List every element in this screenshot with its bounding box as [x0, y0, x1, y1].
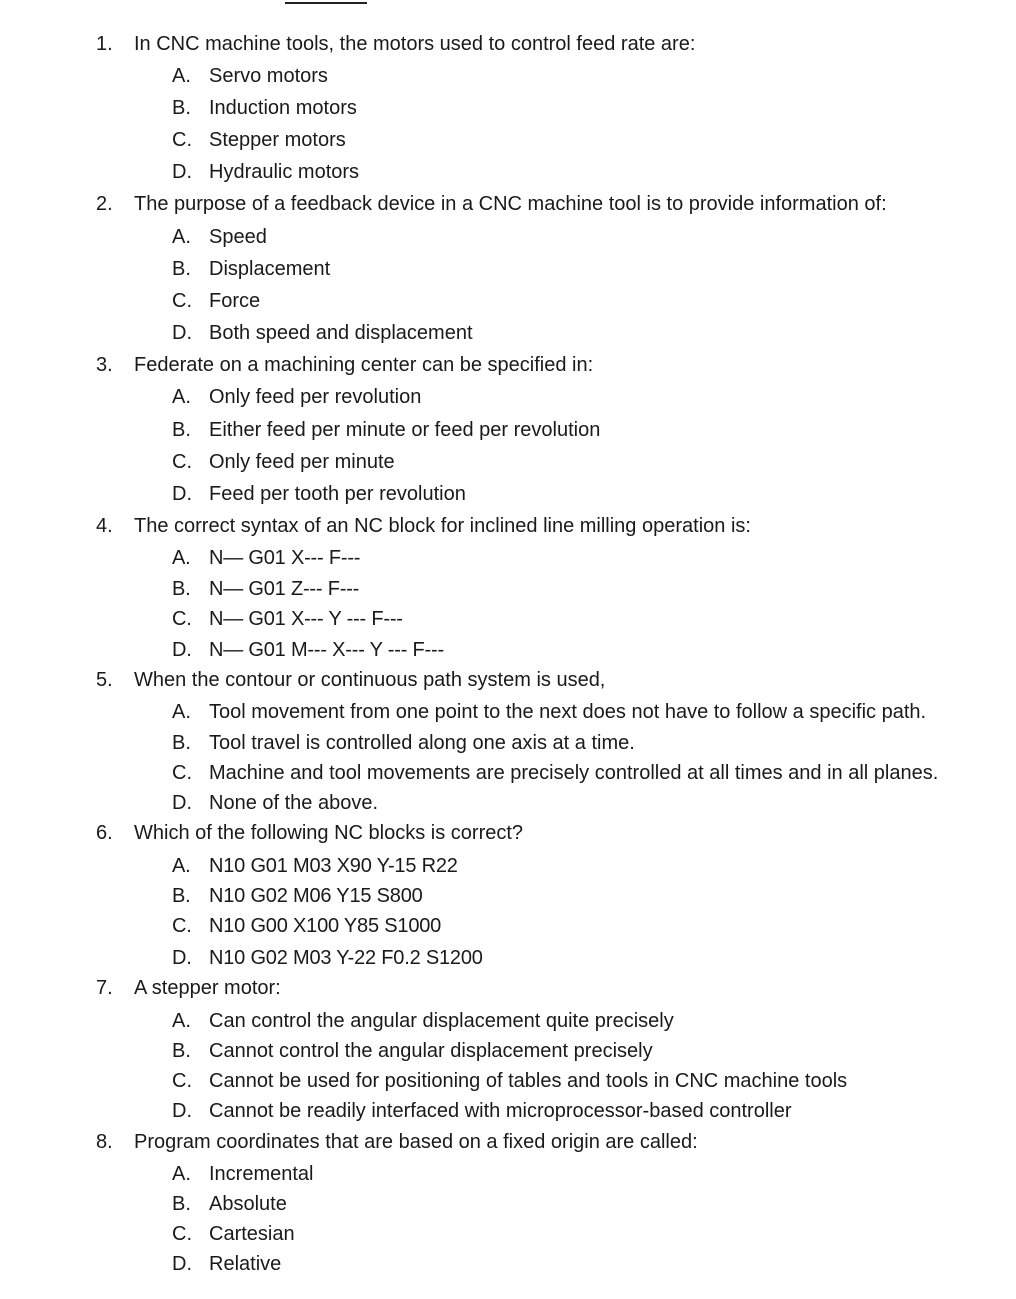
option-text: N10 G01 M03 X90 Y-15 R22 [209, 855, 458, 877]
question-number: 1. [96, 33, 113, 55]
option-letter: C. [172, 762, 192, 784]
option-letter: B. [172, 732, 191, 754]
option-letter: D. [172, 161, 192, 183]
option-letter: B. [172, 97, 191, 119]
option-letter: C. [172, 129, 192, 151]
option-letter: D. [172, 1100, 192, 1122]
option-text: Hydraulic motors [209, 161, 360, 183]
option-text: Incremental [209, 1163, 314, 1185]
option-text: Machine and tool movements are precisely controlled at all times and in all planes. [209, 762, 939, 784]
option-text: N10 G02 M06 Y15 S800 [209, 885, 423, 907]
cropped-underline [285, 2, 367, 4]
option-text: Cannot be used for positioning of tables and tools in CNC machine tools [209, 1070, 848, 1092]
question-number: 5. [96, 669, 113, 691]
question-text: Program coordinates that are based on a fixed origin are called: [134, 1131, 698, 1153]
option-text: Tool movement from one point to the next does not have to follow a specific path. [209, 701, 927, 723]
option-letter: A. [172, 1163, 191, 1185]
question-number: 3. [96, 354, 113, 376]
option-text: Relative [209, 1253, 282, 1275]
option-letter: B. [172, 258, 191, 280]
option-letter: D. [172, 792, 192, 814]
option-text: Only feed per minute [209, 451, 395, 473]
question-number: 6. [96, 822, 113, 844]
option-letter: D. [172, 483, 192, 505]
question-text: Which of the following NC blocks is correct? [134, 822, 524, 844]
option-letter: A. [172, 701, 191, 723]
option-letter: D. [172, 639, 192, 661]
option-text: Stepper motors [209, 129, 346, 151]
option-text: Cartesian [209, 1223, 295, 1245]
option-text: N— G01 Z--- F--- [209, 578, 360, 600]
option-text: Induction motors [209, 97, 357, 119]
option-letter: C. [172, 290, 192, 312]
option-letter: A. [172, 1010, 191, 1032]
option-letter: D. [172, 322, 192, 344]
option-text: Tool travel is controlled along one axis at a time. [209, 732, 635, 754]
option-text: Force [209, 290, 261, 312]
question-text: The correct syntax of an NC block for inclined line milling operation is: [134, 515, 751, 537]
option-text: Can control the angular displacement quite precisely [209, 1010, 674, 1032]
question-number: 7. [96, 977, 113, 999]
option-letter: A. [172, 65, 191, 87]
option-text: Feed per tooth per revolution [209, 483, 466, 505]
option-text: N10 G00 X100 Y85 S1000 [209, 915, 442, 937]
question-number: 8. [96, 1131, 113, 1153]
option-letter: B. [172, 1040, 191, 1062]
option-letter: B. [172, 885, 191, 907]
option-text: Only feed per revolution [209, 386, 422, 408]
option-letter: C. [172, 451, 192, 473]
question-text: In CNC machine tools, the motors used to control feed rate are: [134, 33, 696, 55]
option-letter: A. [172, 547, 191, 569]
option-letter: A. [172, 226, 191, 248]
option-letter: C. [172, 1223, 192, 1245]
option-text: Speed [209, 226, 267, 248]
option-letter: A. [172, 386, 191, 408]
option-letter: C. [172, 608, 192, 630]
option-text: N— G01 M--- X--- Y --- F--- [209, 639, 444, 661]
question-number: 2. [96, 193, 113, 215]
option-text: Cannot be readily interfaced with microprocessor-based controller [209, 1100, 792, 1122]
question-text: The purpose of a feedback device in a CNC machine tool is to provide information of: [134, 193, 887, 215]
option-letter: B. [172, 578, 191, 600]
option-letter: B. [172, 419, 191, 441]
option-letter: B. [172, 1193, 191, 1215]
option-letter: D. [172, 1253, 192, 1275]
option-text: N10 G02 M03 Y-22 F0.2 S1200 [209, 947, 483, 969]
option-text: Absolute [209, 1193, 287, 1215]
question-text: Federate on a machining center can be specified in: [134, 354, 594, 376]
option-letter: A. [172, 855, 191, 877]
option-letter: C. [172, 1070, 192, 1092]
option-text: None of the above. [209, 792, 379, 814]
option-text: Both speed and displacement [209, 322, 473, 344]
question-text: When the contour or continuous path system is used, [134, 669, 606, 691]
question-number: 4. [96, 515, 113, 537]
option-text: N— G01 X--- F--- [209, 547, 361, 569]
option-text: Either feed per minute or feed per revolution [209, 419, 601, 441]
cropped-top-line [0, 0, 1016, 4]
question-text: A stepper motor: [134, 977, 281, 999]
option-letter: C. [172, 915, 192, 937]
option-text: Displacement [209, 258, 331, 280]
option-letter: D. [172, 947, 192, 969]
option-text: N— G01 X--- Y --- F--- [209, 608, 403, 630]
option-text: Cannot control the angular displacement precisely [209, 1040, 653, 1062]
option-text: Servo motors [209, 65, 328, 87]
